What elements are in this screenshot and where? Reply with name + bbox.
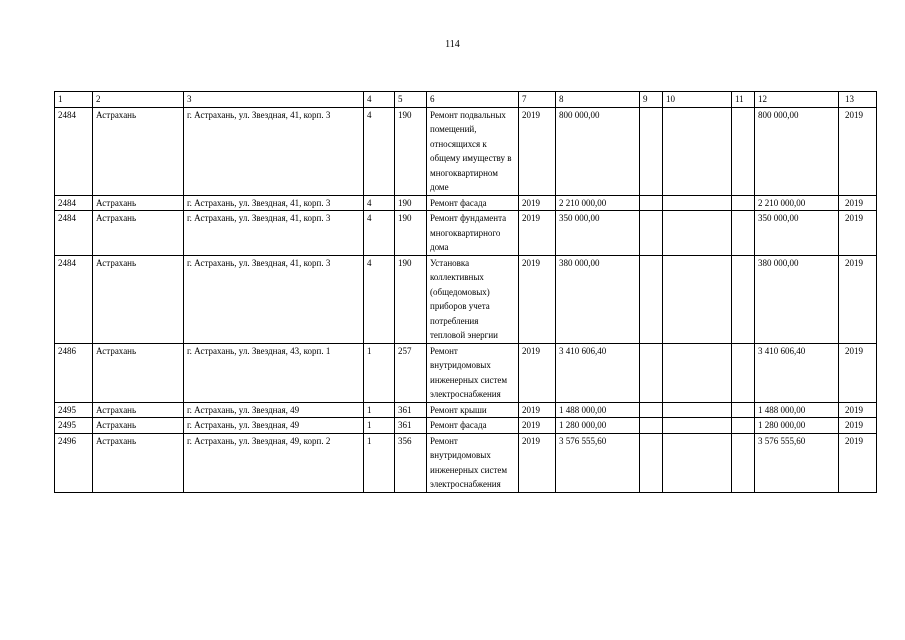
header-cell-6: 6	[427, 92, 519, 108]
header-cell-13: 13	[839, 92, 877, 108]
cell-cost: 2 210 000,00	[556, 195, 640, 211]
cell-col-4: 4	[364, 195, 395, 211]
cell-year-end: 2019	[839, 433, 877, 492]
cell-col-10	[663, 255, 732, 343]
table-row	[55, 402, 877, 418]
cell-year-end: 2019	[839, 402, 877, 418]
table-row	[55, 418, 877, 434]
cell-work-type: Установка коллективных (общедомовых) приборов учета потребления тепловой энергии	[427, 255, 519, 343]
cell-col-9	[640, 402, 663, 418]
cell-total: 3 410 606,40	[755, 343, 839, 402]
cell-work-type: Ремонт подвальных помещений, относящихся к общему имуществу в многоквартирном доме	[427, 107, 519, 195]
cell-year: 2019	[519, 402, 556, 418]
cell-col-9	[640, 107, 663, 195]
cell-col-10	[663, 418, 732, 434]
cell-year: 2019	[519, 195, 556, 211]
cell-year-end: 2019	[839, 343, 877, 402]
cell-col-11	[732, 433, 755, 492]
cell-year-end: 2019	[839, 255, 877, 343]
cell-year-end: 2019	[839, 418, 877, 434]
cell-col-11	[732, 255, 755, 343]
cell-total: 1 488 000,00	[755, 402, 839, 418]
cell-total: 350 000,00	[755, 211, 839, 256]
cell-col-5: 361	[395, 418, 427, 434]
cell-col-11	[732, 343, 755, 402]
cell-col-9	[640, 255, 663, 343]
cell-col-5: 190	[395, 107, 427, 195]
cell-col-10	[663, 107, 732, 195]
cell-address: г. Астрахань, ул. Звездная, 49	[184, 402, 364, 418]
cell-col-11	[732, 418, 755, 434]
cell-total: 800 000,00	[755, 107, 839, 195]
cell-col-4: 4	[364, 255, 395, 343]
cell-row-id: 2484	[55, 195, 93, 211]
table-row	[55, 255, 877, 343]
cell-city: Астрахань	[93, 211, 184, 256]
header-cell-9: 9	[640, 92, 663, 108]
table-row	[55, 433, 877, 492]
cell-col-11	[732, 195, 755, 211]
cell-row-id: 2495	[55, 418, 93, 434]
cell-col-4: 1	[364, 433, 395, 492]
cell-col-10	[663, 211, 732, 256]
cell-col-9	[640, 211, 663, 256]
cell-work-type: Ремонт фасада	[427, 195, 519, 211]
cell-city: Астрахань	[93, 418, 184, 434]
cell-row-id: 2484	[55, 255, 93, 343]
header-cell-12: 12	[755, 92, 839, 108]
cell-year: 2019	[519, 107, 556, 195]
cell-year-end: 2019	[839, 195, 877, 211]
header-cell-3: 3	[184, 92, 364, 108]
table-row	[55, 211, 877, 256]
cell-col-5: 257	[395, 343, 427, 402]
cell-work-type: Ремонт крыши	[427, 402, 519, 418]
cell-work-type: Ремонт фасада	[427, 418, 519, 434]
cell-total: 380 000,00	[755, 255, 839, 343]
cell-col-5: 356	[395, 433, 427, 492]
header-cell-1: 1	[55, 92, 93, 108]
cell-cost: 1 280 000,00	[556, 418, 640, 434]
cell-row-id: 2486	[55, 343, 93, 402]
page-number: 114	[445, 39, 460, 50]
cell-cost: 380 000,00	[556, 255, 640, 343]
cell-row-id: 2496	[55, 433, 93, 492]
cell-address: г. Астрахань, ул. Звездная, 41, корп. 3	[184, 211, 364, 256]
cell-year: 2019	[519, 433, 556, 492]
cell-col-10	[663, 343, 732, 402]
cell-address: г. Астрахань, ул. Звездная, 41, корп. 3	[184, 195, 364, 211]
cell-city: Астрахань	[93, 195, 184, 211]
capital-repair-table	[54, 91, 877, 493]
cell-row-id: 2484	[55, 211, 93, 256]
cell-cost: 800 000,00	[556, 107, 640, 195]
cell-col-11	[732, 211, 755, 256]
cell-year-end: 2019	[839, 107, 877, 195]
cell-year: 2019	[519, 255, 556, 343]
cell-work-type: Ремонт внутридомовых инженерных систем электроснабжения	[427, 343, 519, 402]
table-row	[55, 107, 877, 195]
cell-col-5: 190	[395, 195, 427, 211]
header-cell-7: 7	[519, 92, 556, 108]
cell-row-id: 2484	[55, 107, 93, 195]
cell-city: Астрахань	[93, 402, 184, 418]
cell-address: г. Астрахань, ул. Звездная, 43, корп. 1	[184, 343, 364, 402]
cell-address: г. Астрахань, ул. Звездная, 49, корп. 2	[184, 433, 364, 492]
cell-col-5: 361	[395, 402, 427, 418]
cell-col-9	[640, 195, 663, 211]
cell-total: 2 210 000,00	[755, 195, 839, 211]
cell-cost: 1 488 000,00	[556, 402, 640, 418]
table-body	[55, 92, 877, 493]
header-cell-4: 4	[364, 92, 395, 108]
cell-col-10	[663, 402, 732, 418]
cell-city: Астрахань	[93, 343, 184, 402]
cell-cost: 3 410 606,40	[556, 343, 640, 402]
table-row	[55, 343, 877, 402]
header-cell-5: 5	[395, 92, 427, 108]
cell-col-4: 4	[364, 107, 395, 195]
cell-work-type: Ремонт фундамента многоквартирного дома	[427, 211, 519, 256]
cell-col-10	[663, 433, 732, 492]
cell-col-4: 1	[364, 402, 395, 418]
header-cell-10: 10	[663, 92, 732, 108]
cell-city: Астрахань	[93, 255, 184, 343]
cell-col-11	[732, 402, 755, 418]
cell-col-10	[663, 195, 732, 211]
cell-cost: 3 576 555,60	[556, 433, 640, 492]
header-cell-11: 11	[732, 92, 755, 108]
cell-row-id: 2495	[55, 402, 93, 418]
cell-col-4: 4	[364, 211, 395, 256]
cell-col-9	[640, 343, 663, 402]
cell-total: 1 280 000,00	[755, 418, 839, 434]
header-cell-8: 8	[556, 92, 640, 108]
cell-city: Астрахань	[93, 433, 184, 492]
header-row	[55, 92, 877, 108]
cell-total: 3 576 555,60	[755, 433, 839, 492]
cell-year: 2019	[519, 211, 556, 256]
table-row	[55, 195, 877, 211]
cell-city: Астрахань	[93, 107, 184, 195]
header-cell-2: 2	[93, 92, 184, 108]
cell-year: 2019	[519, 343, 556, 402]
cell-col-11	[732, 107, 755, 195]
cell-address: г. Астрахань, ул. Звездная, 41, корп. 3	[184, 107, 364, 195]
cell-cost: 350 000,00	[556, 211, 640, 256]
cell-col-4: 1	[364, 343, 395, 402]
cell-col-5: 190	[395, 255, 427, 343]
cell-work-type: Ремонт внутридомовых инженерных систем электроснабжения	[427, 433, 519, 492]
cell-year-end: 2019	[839, 211, 877, 256]
cell-year: 2019	[519, 418, 556, 434]
cell-col-4: 1	[364, 418, 395, 434]
cell-col-9	[640, 418, 663, 434]
cell-col-5: 190	[395, 211, 427, 256]
cell-col-9	[640, 433, 663, 492]
cell-address: г. Астрахань, ул. Звездная, 41, корп. 3	[184, 255, 364, 343]
cell-address: г. Астрахань, ул. Звездная, 49	[184, 418, 364, 434]
